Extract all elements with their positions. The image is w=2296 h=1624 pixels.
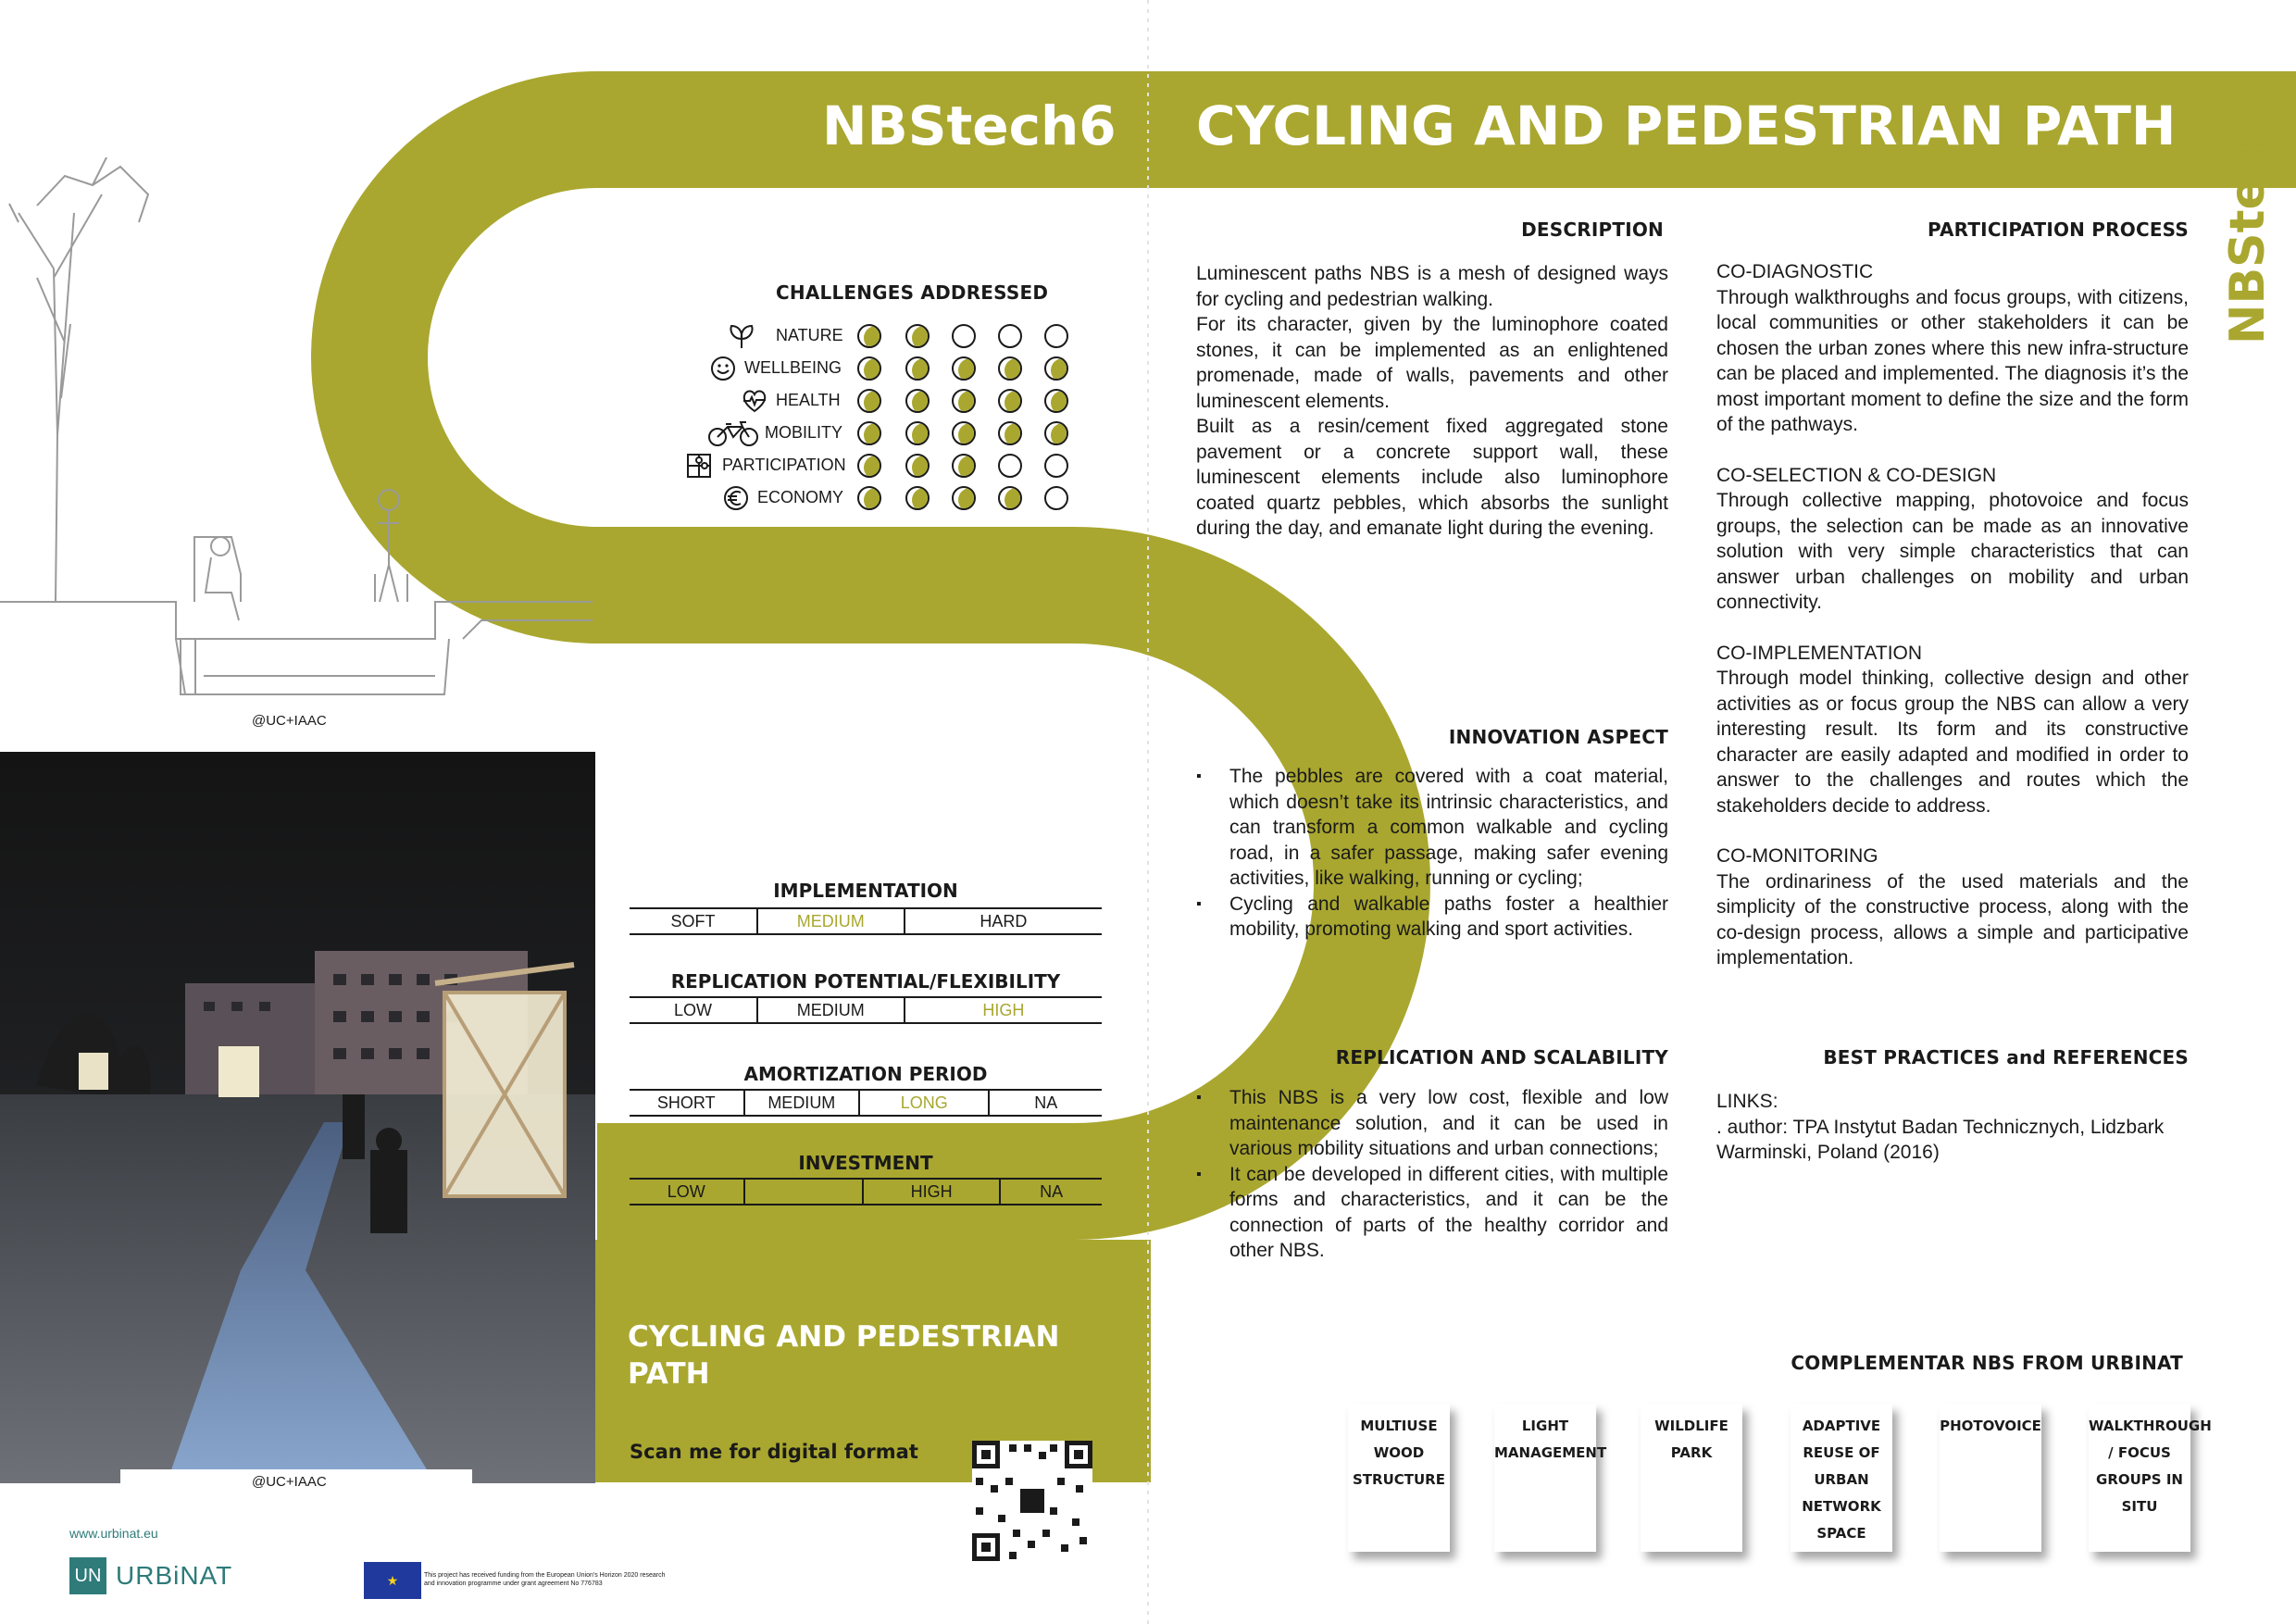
challenge-row-economy [648, 484, 1074, 512]
rating-circle-filled [905, 324, 930, 348]
rating-circle-empty [1044, 454, 1068, 478]
replication-option: LOW [630, 998, 758, 1022]
investment-scale [630, 1178, 1102, 1206]
rating-circle-filled [905, 454, 930, 478]
participation-block-text: The ordinariness of the used materials and the simplicity of the constructive process, along with the co-design process, allows a simple and participative implementation. [1716, 870, 2189, 968]
challenge-row-wellbeing [648, 355, 1074, 382]
investment-option: LOW [630, 1180, 745, 1204]
header-title: CYCLING AND PEDESTRIAN PATH [1196, 94, 2177, 157]
description-heading: DESCRIPTION [1521, 219, 1664, 241]
rating-circle-filled [857, 324, 881, 348]
rating-circle-filled [998, 486, 1022, 510]
nbs-card[interactable]: WILDLIFE PARK [1641, 1404, 1742, 1552]
description-p1: Luminescent paths NBS is a mesh of designed ways for cycling and pedestrian walking. [1196, 263, 1668, 310]
rating-circle-filled [952, 389, 976, 413]
list-item: ▪ It can be developed in different cities, with multiple forms and characteristics, and it can be the connection of parts of the healthy corridor and other NBS. [1196, 1162, 1668, 1264]
rating-circle-filled [952, 356, 976, 381]
rating-circle-filled [1044, 421, 1068, 445]
implementation-title: IMPLEMENTATION [773, 880, 958, 902]
challenges-title: CHALLENGES ADDRESSED [776, 281, 1049, 304]
investment-title: INVESTMENT [798, 1152, 933, 1174]
complementar-heading: COMPLEMENTAR NBS FROM URBINAT [1791, 1352, 2183, 1374]
participation-block-title: CO-IMPLEMENTATION [1716, 642, 1923, 664]
vertical-code: NBStech6 [2220, 81, 2276, 344]
amortization-scale [630, 1089, 1102, 1117]
rating-circle-filled [952, 454, 976, 478]
challenge-row-nature [648, 322, 1074, 350]
rating-circle-filled [857, 486, 881, 510]
challenge-label: NATURE [776, 326, 843, 344]
investment-option: HIGH [864, 1180, 1001, 1204]
bottom-band-title: CYCLING AND PEDESTRIAN PATH [628, 1320, 1060, 1391]
rating-circle-filled [952, 486, 976, 510]
rating-circle-empty [998, 324, 1022, 348]
night-path-photo [0, 752, 595, 1483]
website-url[interactable]: www.urbinat.eu [69, 1526, 158, 1541]
challenge-row-participation [648, 452, 1074, 480]
rating-circle-filled [857, 421, 881, 445]
challenge-label: WELLBEING [744, 358, 842, 377]
rating-circle-empty [998, 454, 1022, 478]
list-item: ▪ This NBS is a very low cost, flexible and low maintenance solution, and it can be used in various mobility situations and urban connections; [1196, 1085, 1668, 1162]
leaf-icon [728, 322, 755, 350]
implementation-option: HARD [980, 911, 1028, 931]
rating-circle-filled [998, 389, 1022, 413]
nbs-card[interactable]: WALKTHROUGH / FOCUS GROUPS IN SITU [2089, 1404, 2190, 1552]
implementation-option-selected: MEDIUM [758, 909, 905, 933]
participation-block-text: Through collective mapping, photovoice and focus groups, the selection can be made as an innovative solution with very simple characteristics that can answer urban challenges on mobility and urban connectivity. [1716, 490, 2189, 613]
amortization-option-selected: LONG [860, 1091, 990, 1115]
urbinat-logo-text: URBiNAT [116, 1561, 233, 1590]
heartbeat-icon [741, 387, 768, 415]
amortization-option: NA [1034, 1093, 1058, 1112]
rating-circle-filled [857, 389, 881, 413]
rating-circle-filled [1044, 356, 1068, 381]
participation-block-title: CO-SELECTION & CO-DESIGN [1716, 464, 1997, 486]
participation-heading: PARTICIPATION PROCESS [1927, 219, 2189, 241]
replication-title: REPLICATION POTENTIAL/FLEXIBILITY [670, 970, 1061, 993]
image-credit-bottom: @UC+IAAC [252, 1474, 327, 1490]
rating-circle-filled [905, 421, 930, 445]
rating-circle-filled [857, 454, 881, 478]
description-p2: For its character, given by the luminophore coated stones, it can be implemented as an enlightened promenade, made of walls, pavements and other luminescent elements. [1196, 314, 1668, 412]
rating-circle-filled [905, 486, 930, 510]
bicycle-icon [707, 419, 759, 447]
image-credit-top: @UC+IAAC [252, 713, 327, 729]
description-p3: Built as a resin/cement fixed aggregated stone pavement or a concrete support wall, these luminescent elements include also luminophore coated quartz pebbles, which absorbs the sunlight during the day, and emanate light during the evening. [1196, 416, 1668, 539]
smiley-icon [709, 355, 737, 382]
qr-code[interactable] [972, 1441, 1092, 1561]
rating-circle-filled [1044, 389, 1068, 413]
replication-list [1196, 1085, 1668, 1264]
puzzle-icon [685, 452, 713, 480]
description-text [1196, 261, 1668, 542]
nbs-card[interactable]: PHOTOVOICE [1940, 1404, 2041, 1552]
challenges-matrix [648, 322, 1074, 526]
participation-content [1716, 259, 2189, 971]
participation-block-text: Through model thinking, collective design and other activities as or focus group the NBS can allow a very interesting result. Its form and its constructive character are easily adapted and modified in order to answer to the challenges and routes which the stakeholders decide to address. [1716, 668, 2189, 817]
links-label: LINKS: [1716, 1091, 1778, 1112]
innovation-list [1196, 764, 1668, 943]
challenge-label: HEALTH [776, 391, 841, 409]
investment-option: NA [1040, 1181, 1064, 1201]
rating-circle-empty [1044, 486, 1068, 510]
rating-circle-empty [952, 324, 976, 348]
rating-circle-filled [905, 356, 930, 381]
nbs-card[interactable]: LIGHT MANAGEMENT [1494, 1404, 1596, 1552]
challenge-label: MOBILITY [765, 423, 843, 442]
header-code: NBStech6 [822, 94, 1117, 157]
replication-heading: REPLICATION AND SCALABILITY [1335, 1046, 1668, 1068]
nbs-card[interactable]: MULTIUSE WOOD STRUCTURE [1348, 1404, 1450, 1552]
rating-circle-filled [905, 389, 930, 413]
rating-circle-filled [998, 356, 1022, 381]
replication-option-selected: HIGH [982, 1000, 1025, 1019]
rating-circle-filled [857, 356, 881, 381]
participation-block-text: Through walkthroughs and focus groups, with citizens, local communities or other stakeholders it can be chosen the urban zones where this new infra-structure can be placed and implemented. The diagnosis it’s the most important moment to define the size and the form of the pathways. [1716, 286, 2189, 435]
replication-scale [630, 996, 1102, 1024]
rating-circle-filled [952, 421, 976, 445]
implementation-scale [630, 907, 1102, 935]
scan-label: Scan me for digital format [630, 1441, 918, 1463]
rating-circle-empty [1044, 324, 1068, 348]
implementation-option: SOFT [630, 909, 758, 933]
eu-flag-icon: ★ [364, 1562, 421, 1599]
amortization-title: AMORTIZATION PERIOD [743, 1063, 988, 1085]
urbinat-logo [69, 1557, 232, 1594]
rating-circle-filled [998, 421, 1022, 445]
list-item: ▪ The pebbles are covered with a coat material, which doesn’t take its intrinsic characteristics, and can transform a common walkable and cycling road, in a safer passage, making safer evening activities, like walking, running or cycling; [1196, 764, 1668, 892]
challenge-row-health [648, 387, 1074, 415]
urbinat-logo-mark: UN [69, 1557, 106, 1594]
innovation-heading: INNOVATION ASPECT [1448, 726, 1668, 748]
challenge-row-mobility [648, 419, 1074, 447]
reference-text[interactable]: . author: TPA Instytut Badan Technicznych, Lidzbark Warminski, Poland (2016) [1716, 1116, 2165, 1163]
section-drawing [0, 157, 593, 713]
euro-icon [722, 484, 750, 512]
challenge-label: ECONOMY [757, 488, 844, 506]
nbs-card[interactable]: ADAPTIVE REUSE OF URBAN NETWORK SPACE [1791, 1404, 1892, 1552]
participation-block-title: CO-MONITORING [1716, 845, 1878, 867]
best-practices-heading: BEST PRACTICES and REFERENCES [1823, 1046, 2189, 1068]
amortization-option: MEDIUM [745, 1091, 861, 1115]
list-item: ▪ Cycling and walkable paths foster a healthier mobility, promoting walking and sport activities. [1196, 892, 1668, 943]
amortization-option: SHORT [630, 1091, 745, 1115]
challenge-label: PARTICIPATION [722, 456, 846, 474]
best-practices-content [1716, 1089, 2189, 1166]
participation-block-title: CO-DIAGNOSTIC [1716, 261, 1874, 282]
replication-option: MEDIUM [758, 998, 905, 1022]
investment-option-selected: MEDIUM [745, 1180, 865, 1204]
eu-funding-text: This project has received funding from the European Union's Horizon 2020 research and innovation programme under grant agreement No 776783 [424, 1572, 666, 1587]
